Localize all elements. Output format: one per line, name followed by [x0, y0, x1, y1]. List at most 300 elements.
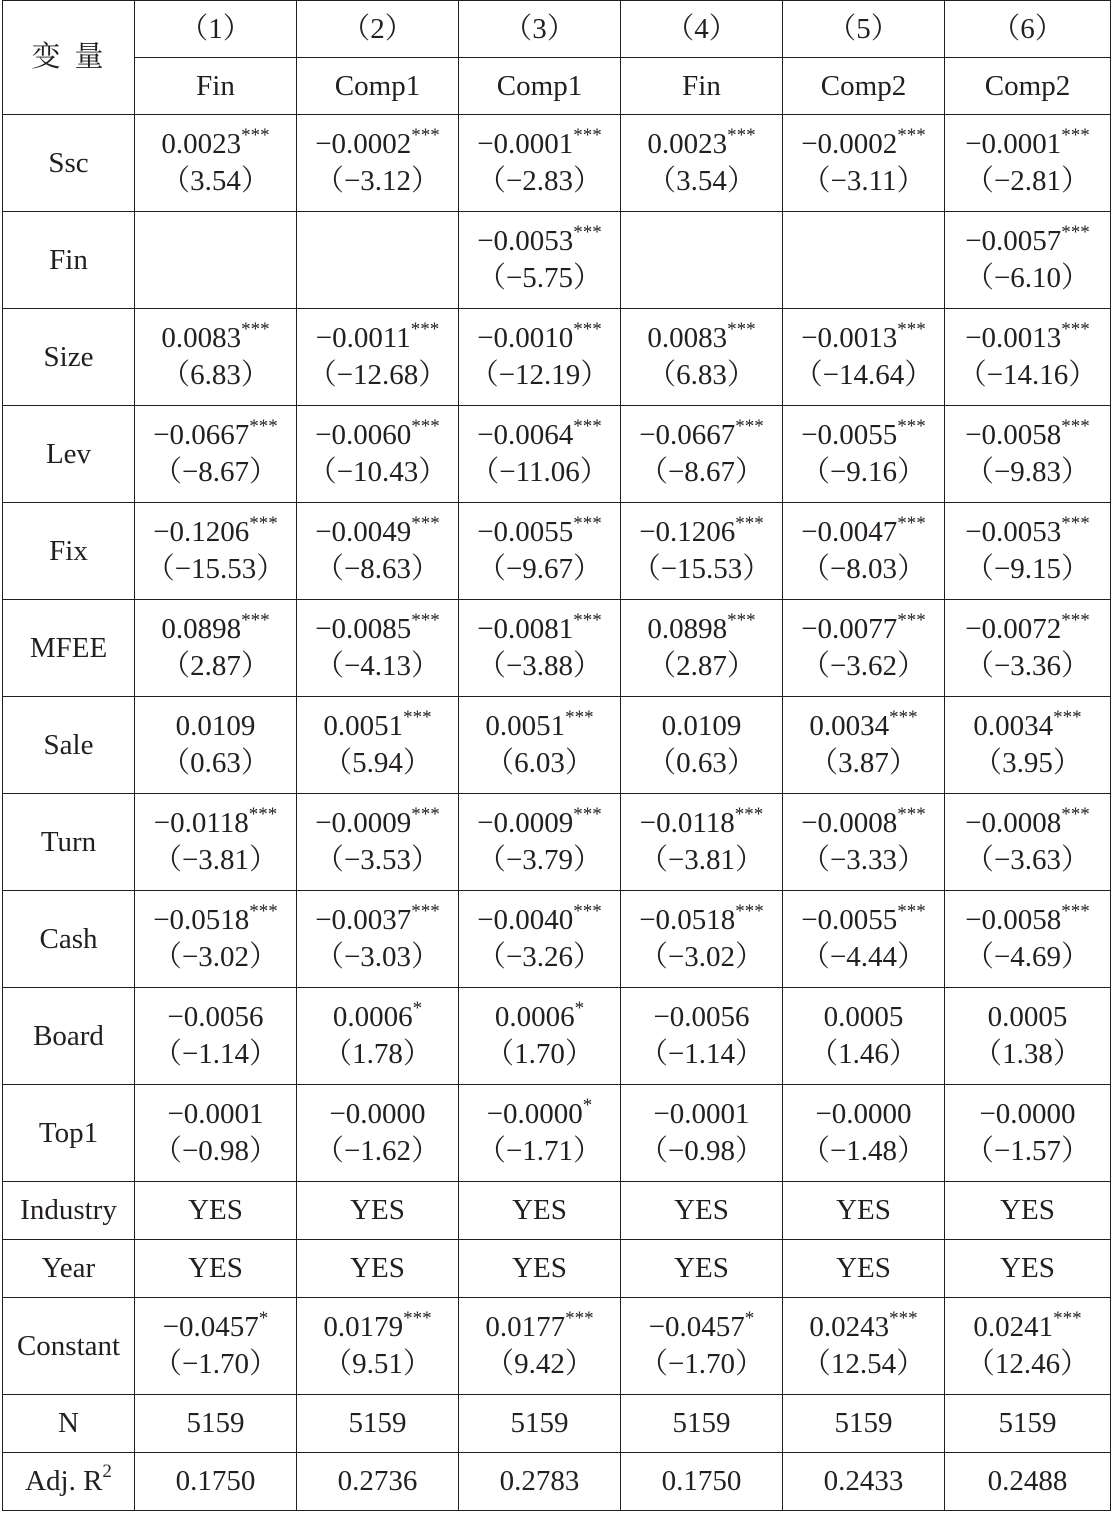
significance-stars: ***: [249, 416, 278, 437]
coefficient: −0.0010: [477, 322, 574, 354]
coefficient-line: [783, 1309, 944, 1346]
variable-name: Turn: [40, 825, 97, 858]
coefficient-line: [945, 320, 1110, 357]
coefficient: −0.0060: [315, 419, 412, 451]
significance-stars: ***: [897, 319, 926, 340]
value-cell: YES: [783, 1240, 945, 1298]
significance-stars: ***: [897, 804, 926, 825]
coefficient-cell: [621, 1085, 783, 1182]
coefficient-line: [297, 805, 458, 842]
coefficient-line: [297, 514, 458, 551]
significance-stars: ***: [565, 707, 594, 728]
coefficient-line: [945, 611, 1110, 648]
coefficient-line: [621, 611, 782, 648]
table-row: [3, 1182, 1111, 1240]
coefficient-line: [297, 902, 458, 939]
t-statistic: （−2.81）: [964, 165, 1091, 197]
variable-name: Fix: [49, 534, 88, 567]
coefficient-line: [783, 902, 944, 939]
variable-name: Board: [33, 1019, 104, 1052]
significance-stars: ***: [573, 319, 602, 340]
t-statistic: （−12.68）: [307, 359, 448, 391]
variable-name: Top1: [38, 1116, 99, 1149]
coefficient-line: [297, 1309, 458, 1346]
value-cell: 0.2488: [945, 1453, 1111, 1511]
coefficient-cell: [459, 697, 621, 794]
variable-name-cell: [3, 1085, 135, 1182]
coefficient-cell: [135, 503, 297, 600]
significance-stars: ***: [573, 610, 602, 631]
significance-stars: ***: [889, 1308, 918, 1329]
coefficient: −0.0037: [315, 904, 412, 936]
variable-name: Fin: [49, 243, 88, 276]
value-cell: 5159: [783, 1395, 945, 1453]
significance-stars: ***: [403, 1308, 432, 1329]
coefficient-line: [783, 126, 944, 163]
significance-stars: ***: [727, 610, 756, 631]
coefficient-cell: [297, 794, 459, 891]
significance-stars: ***: [897, 416, 926, 437]
coefficient-line: [945, 999, 1110, 1036]
dependent-variable-6: Comp2: [945, 58, 1111, 115]
table-row: [3, 309, 1111, 406]
coefficient-cell: [621, 309, 783, 406]
significance-stars: ***: [735, 416, 764, 437]
significance-stars: ***: [241, 125, 270, 146]
coefficient-cell: [297, 115, 459, 212]
t-statistic: （−14.64）: [793, 359, 934, 391]
t-statistic: （3.95）: [973, 747, 1082, 779]
t-statistic: （−1.62）: [314, 1135, 441, 1167]
value-cell: 5159: [459, 1395, 621, 1453]
coefficient-cell: [459, 600, 621, 697]
coefficient-line: [135, 805, 296, 842]
coefficient-line: [297, 320, 458, 357]
significance-stars: ***: [897, 513, 926, 534]
significance-stars: ***: [889, 707, 918, 728]
coefficient-line: [459, 611, 620, 648]
variable-name-cell: [3, 794, 135, 891]
coefficient: 0.0006: [332, 1001, 413, 1033]
header-row-numbers: [3, 1, 1111, 58]
table-row: [3, 1395, 1111, 1453]
coefficient-line: [459, 514, 620, 551]
coefficient-line: [621, 1096, 782, 1133]
significance-stars: ***: [411, 804, 440, 825]
coefficient-cell: [945, 988, 1111, 1085]
coefficient: −0.0055: [477, 516, 574, 548]
t-statistic: （−2.83）: [476, 165, 603, 197]
coefficient: −0.0001: [477, 128, 574, 160]
coefficient: 0.0083: [647, 322, 728, 354]
coefficient-line: [135, 902, 296, 939]
coefficient-cell: [135, 1298, 297, 1395]
regression-table: [2, 0, 1111, 1511]
coefficient-line: [621, 417, 782, 454]
coefficient: 0.0083: [161, 322, 242, 354]
coefficient-line: [459, 126, 620, 163]
significance-stars: ***: [1061, 804, 1090, 825]
coefficient-cell: [297, 212, 459, 309]
coefficient: −0.0001: [167, 1098, 264, 1130]
coefficient-line: [945, 708, 1110, 745]
dependent-variable-4: Fin: [621, 58, 783, 115]
value-cell: YES: [459, 1182, 621, 1240]
coefficient-cell: [945, 212, 1111, 309]
variable-name-cell: [3, 1453, 135, 1511]
t-statistic: （3.87）: [809, 747, 918, 779]
coefficient-line: [783, 514, 944, 551]
coefficient-line: [135, 320, 296, 357]
coefficient-line: [459, 417, 620, 454]
variable-name-cell: [3, 891, 135, 988]
significance-stars: ***: [734, 804, 764, 825]
coefficient-line: [945, 223, 1110, 260]
coefficient-cell: [621, 794, 783, 891]
t-statistic: （−15.53）: [631, 553, 772, 585]
significance-stars: ***: [565, 1308, 594, 1329]
significance-stars: ***: [735, 901, 764, 922]
coefficient: 0.0005: [823, 1001, 904, 1033]
t-statistic: （−15.53）: [145, 553, 286, 585]
significance-stars: ***: [573, 416, 602, 437]
coefficient-line: [459, 1096, 620, 1133]
coefficient-line: [945, 902, 1110, 939]
value-cell: YES: [459, 1240, 621, 1298]
coefficient-cell: [135, 891, 297, 988]
t-statistic: （−9.67）: [476, 553, 603, 585]
coefficient-line: [783, 320, 944, 357]
t-statistic: （−1.70）: [152, 1348, 279, 1380]
t-statistic: （−1.70）: [638, 1348, 765, 1380]
coefficient-line: [945, 126, 1110, 163]
coefficient: −0.0457: [162, 1311, 259, 1343]
t-statistic: （−3.79）: [476, 844, 603, 876]
coefficient-cell: [135, 212, 297, 309]
variable-name-cell: [3, 600, 135, 697]
t-statistic: （−3.88）: [476, 650, 603, 682]
t-statistic: （0.63）: [647, 747, 756, 779]
variable-name-cell: [3, 212, 135, 309]
t-statistic: （9.42）: [485, 1348, 594, 1380]
variable-name-cell: [3, 1240, 135, 1298]
coefficient-line: [135, 417, 296, 454]
value-cell: YES: [783, 1182, 945, 1240]
significance-stars: ***: [1061, 416, 1090, 437]
significance-stars: ***: [573, 513, 602, 534]
coefficient-cell: [621, 212, 783, 309]
value-cell: YES: [297, 1240, 459, 1298]
t-statistic: （−1.14）: [152, 1038, 279, 1070]
coefficient-line: [783, 805, 944, 842]
t-statistic: （−3.53）: [314, 844, 441, 876]
significance-stars: ***: [1061, 513, 1090, 534]
coefficient-cell: [135, 115, 297, 212]
coefficient-cell: [459, 1085, 621, 1182]
coefficient-line: [621, 708, 782, 745]
significance-stars: ***: [735, 513, 764, 534]
coefficient-line: [621, 514, 782, 551]
coefficient-cell: [297, 891, 459, 988]
value-cell: 5159: [945, 1395, 1111, 1453]
significance-stars: ***: [1061, 222, 1090, 243]
significance-stars: *: [744, 1308, 755, 1329]
coefficient-cell: [783, 503, 945, 600]
coefficient: −0.0049: [315, 516, 412, 548]
coefficient-cell: [621, 891, 783, 988]
significance-stars: ***: [411, 125, 440, 146]
coefficient-line: [297, 126, 458, 163]
coefficient: −0.0013: [801, 322, 898, 354]
significance-stars: ***: [241, 319, 270, 340]
variable-name: MFEE: [29, 631, 108, 664]
variable-name: Constant: [16, 1329, 121, 1362]
t-statistic: （6.83）: [647, 359, 756, 391]
coefficient: −0.0055: [801, 904, 898, 936]
table-row: [3, 115, 1111, 212]
t-statistic: （−0.98）: [152, 1135, 279, 1167]
table-row: [3, 794, 1111, 891]
significance-stars: ***: [410, 319, 440, 340]
significance-stars: ***: [241, 610, 270, 631]
t-statistic: （−6.10）: [964, 262, 1091, 294]
coefficient: −0.0009: [315, 807, 412, 839]
coefficient: 0.0023: [647, 128, 728, 160]
coefficient-cell: [621, 697, 783, 794]
coefficient: −0.0001: [653, 1098, 750, 1130]
column-number-1: （1）: [135, 1, 297, 58]
t-statistic: （−3.33）: [800, 844, 927, 876]
coefficient-cell: [459, 503, 621, 600]
coefficient-cell: [459, 115, 621, 212]
coefficient-line: [945, 805, 1110, 842]
t-statistic: （−4.13）: [314, 650, 441, 682]
coefficient: −0.0518: [639, 904, 736, 936]
coefficient-line: [297, 1096, 458, 1133]
table-row: [3, 1298, 1111, 1395]
coefficient-line: [459, 320, 620, 357]
significance-stars: *: [258, 1308, 269, 1329]
significance-stars: ***: [573, 125, 602, 146]
value-cell: YES: [135, 1240, 297, 1298]
t-statistic: （−9.16）: [800, 456, 927, 488]
table-row: [3, 697, 1111, 794]
value-cell: 0.2736: [297, 1453, 459, 1511]
t-statistic: （−4.44）: [800, 941, 927, 973]
coefficient: −0.0008: [801, 807, 898, 839]
t-statistic: （−0.98）: [638, 1135, 765, 1167]
coefficient: −0.0457: [648, 1311, 745, 1343]
significance-stars: *: [574, 998, 585, 1019]
t-statistic: （12.54）: [801, 1348, 926, 1380]
coefficient-cell: [459, 1298, 621, 1395]
coefficient-line: [621, 902, 782, 939]
significance-stars: ***: [1061, 319, 1090, 340]
coefficient: −0.0053: [477, 225, 574, 257]
significance-stars: ***: [411, 416, 440, 437]
coefficient: −0.0001: [965, 128, 1062, 160]
coefficient: −0.0118: [639, 807, 735, 839]
variable-name-cell: [3, 309, 135, 406]
coefficient-cell: [297, 406, 459, 503]
coefficient: −0.0040: [477, 904, 574, 936]
value-cell: 5159: [621, 1395, 783, 1453]
t-statistic: （5.94）: [323, 747, 432, 779]
coefficient-cell: [135, 794, 297, 891]
coefficient-cell: [135, 1085, 297, 1182]
value-cell: YES: [945, 1182, 1111, 1240]
coefficient: 0.0109: [175, 710, 256, 742]
coefficient-cell: [459, 891, 621, 988]
value-cell: YES: [135, 1182, 297, 1240]
coefficient: −0.0011: [315, 322, 411, 354]
t-statistic: （−3.63）: [964, 844, 1091, 876]
significance-stars: ***: [727, 319, 756, 340]
coefficient-line: [297, 999, 458, 1036]
coefficient: −0.0667: [639, 419, 736, 451]
coefficient-cell: [135, 600, 297, 697]
coefficient-line: [945, 417, 1110, 454]
coefficient-cell: [135, 988, 297, 1085]
coefficient: −0.1206: [153, 516, 250, 548]
coefficient: −0.0058: [965, 904, 1062, 936]
coefficient-cell: [297, 503, 459, 600]
variable-name: Industry: [20, 1194, 117, 1226]
coefficient-line: [459, 999, 620, 1036]
value-cell: YES: [297, 1182, 459, 1240]
coefficient-cell: [621, 600, 783, 697]
coefficient: −0.0000: [815, 1098, 912, 1130]
significance-stars: ***: [897, 901, 926, 922]
significance-stars: ***: [1053, 707, 1082, 728]
variable-name: Ssc: [48, 146, 89, 179]
coefficient-line: [135, 126, 296, 163]
value-cell: YES: [621, 1240, 783, 1298]
coefficient: 0.0006: [494, 1001, 575, 1033]
t-statistic: （2.87）: [161, 650, 270, 682]
variable-name-cell: [3, 1182, 135, 1240]
significance-stars: *: [412, 998, 423, 1019]
coefficient: 0.0051: [323, 710, 404, 742]
t-statistic: （3.54）: [647, 165, 756, 197]
t-statistic: （1.46）: [809, 1038, 918, 1070]
dependent-variable-5: Comp2: [783, 58, 945, 115]
significance-stars: ***: [411, 901, 440, 922]
coefficient: 0.0177: [485, 1311, 566, 1343]
significance-stars: ***: [403, 707, 432, 728]
variable-name-cell: [3, 1395, 135, 1453]
coefficient: −0.0072: [965, 613, 1062, 645]
coefficient-cell: [783, 794, 945, 891]
coefficient-cell: [945, 794, 1111, 891]
coefficient-cell: [297, 1298, 459, 1395]
value-cell: 0.2433: [783, 1453, 945, 1511]
coefficient: −0.0002: [315, 128, 412, 160]
t-statistic: （−3.11）: [801, 165, 926, 197]
t-statistic: （−12.19）: [469, 359, 610, 391]
t-statistic: （−3.03）: [314, 941, 441, 973]
coefficient: −0.0118: [153, 807, 249, 839]
coefficient-cell: [621, 1298, 783, 1395]
coefficient-line: [621, 126, 782, 163]
t-statistic: （9.51）: [323, 1348, 432, 1380]
table-row: [3, 1085, 1111, 1182]
variable-name: N: [58, 1407, 79, 1439]
t-statistic: （−3.81）: [152, 844, 279, 876]
variable-name-cell: [3, 1298, 135, 1395]
significance-stars: ***: [1053, 1308, 1082, 1329]
coefficient: −0.0667: [153, 419, 250, 451]
coefficient-line: [297, 417, 458, 454]
coefficient-cell: [783, 1085, 945, 1182]
significance-stars: ***: [1061, 610, 1090, 631]
coefficient-line: [945, 514, 1110, 551]
coefficient-cell: [459, 309, 621, 406]
coefficient-cell: [945, 115, 1111, 212]
t-statistic: （3.54）: [161, 165, 270, 197]
t-statistic: （−8.03）: [800, 553, 927, 585]
coefficient: −0.0056: [167, 1001, 264, 1033]
table-row: [3, 212, 1111, 309]
t-statistic: （−4.69）: [964, 941, 1091, 973]
coefficient-cell: [783, 697, 945, 794]
coefficient: −0.1206: [639, 516, 736, 548]
coefficient: 0.0034: [809, 710, 890, 742]
variable-name: Cash: [39, 922, 98, 955]
t-statistic: （−3.02）: [638, 941, 765, 973]
coefficient-line: [783, 1096, 944, 1133]
variable-name: Lev: [45, 437, 92, 470]
coefficient-cell: [459, 212, 621, 309]
value-cell: YES: [945, 1240, 1111, 1298]
t-statistic: （1.38）: [973, 1038, 1082, 1070]
coefficient: −0.0000: [329, 1098, 426, 1130]
coefficient: −0.0055: [801, 419, 898, 451]
significance-stars: ***: [1061, 125, 1090, 146]
coefficient: −0.0064: [477, 419, 574, 451]
coefficient-line: [297, 708, 458, 745]
table-row: [3, 891, 1111, 988]
coefficient: −0.0081: [477, 613, 574, 645]
t-statistic: （−11.06）: [470, 456, 609, 488]
coefficient-line: [621, 999, 782, 1036]
t-statistic: （−3.36）: [964, 650, 1091, 682]
t-statistic: （−9.15）: [964, 553, 1091, 585]
coefficient-cell: [459, 406, 621, 503]
coefficient: −0.0085: [315, 613, 412, 645]
significance-stars: ***: [897, 125, 926, 146]
coefficient-line: [135, 514, 296, 551]
variable-header-label: 变量: [31, 41, 118, 73]
coefficient-cell: [945, 1085, 1111, 1182]
coefficient-cell: [297, 988, 459, 1085]
coefficient-line: [135, 1309, 296, 1346]
t-statistic: （−9.83）: [964, 456, 1091, 488]
value-cell: 0.2783: [459, 1453, 621, 1511]
t-statistic: （−10.43）: [307, 456, 448, 488]
coefficient: 0.0179: [323, 1311, 404, 1343]
coefficient-cell: [783, 1298, 945, 1395]
dependent-variable-2: Comp1: [297, 58, 459, 115]
header-row-dependent-variables: [3, 58, 1111, 115]
variable-name: Size: [43, 340, 94, 373]
coefficient: 0.0005: [987, 1001, 1068, 1033]
t-statistic: （−3.02）: [152, 941, 279, 973]
t-statistic: （0.63）: [161, 747, 270, 779]
t-statistic: （6.03）: [485, 747, 594, 779]
t-statistic: （−1.57）: [964, 1135, 1091, 1167]
coefficient-cell: [945, 600, 1111, 697]
